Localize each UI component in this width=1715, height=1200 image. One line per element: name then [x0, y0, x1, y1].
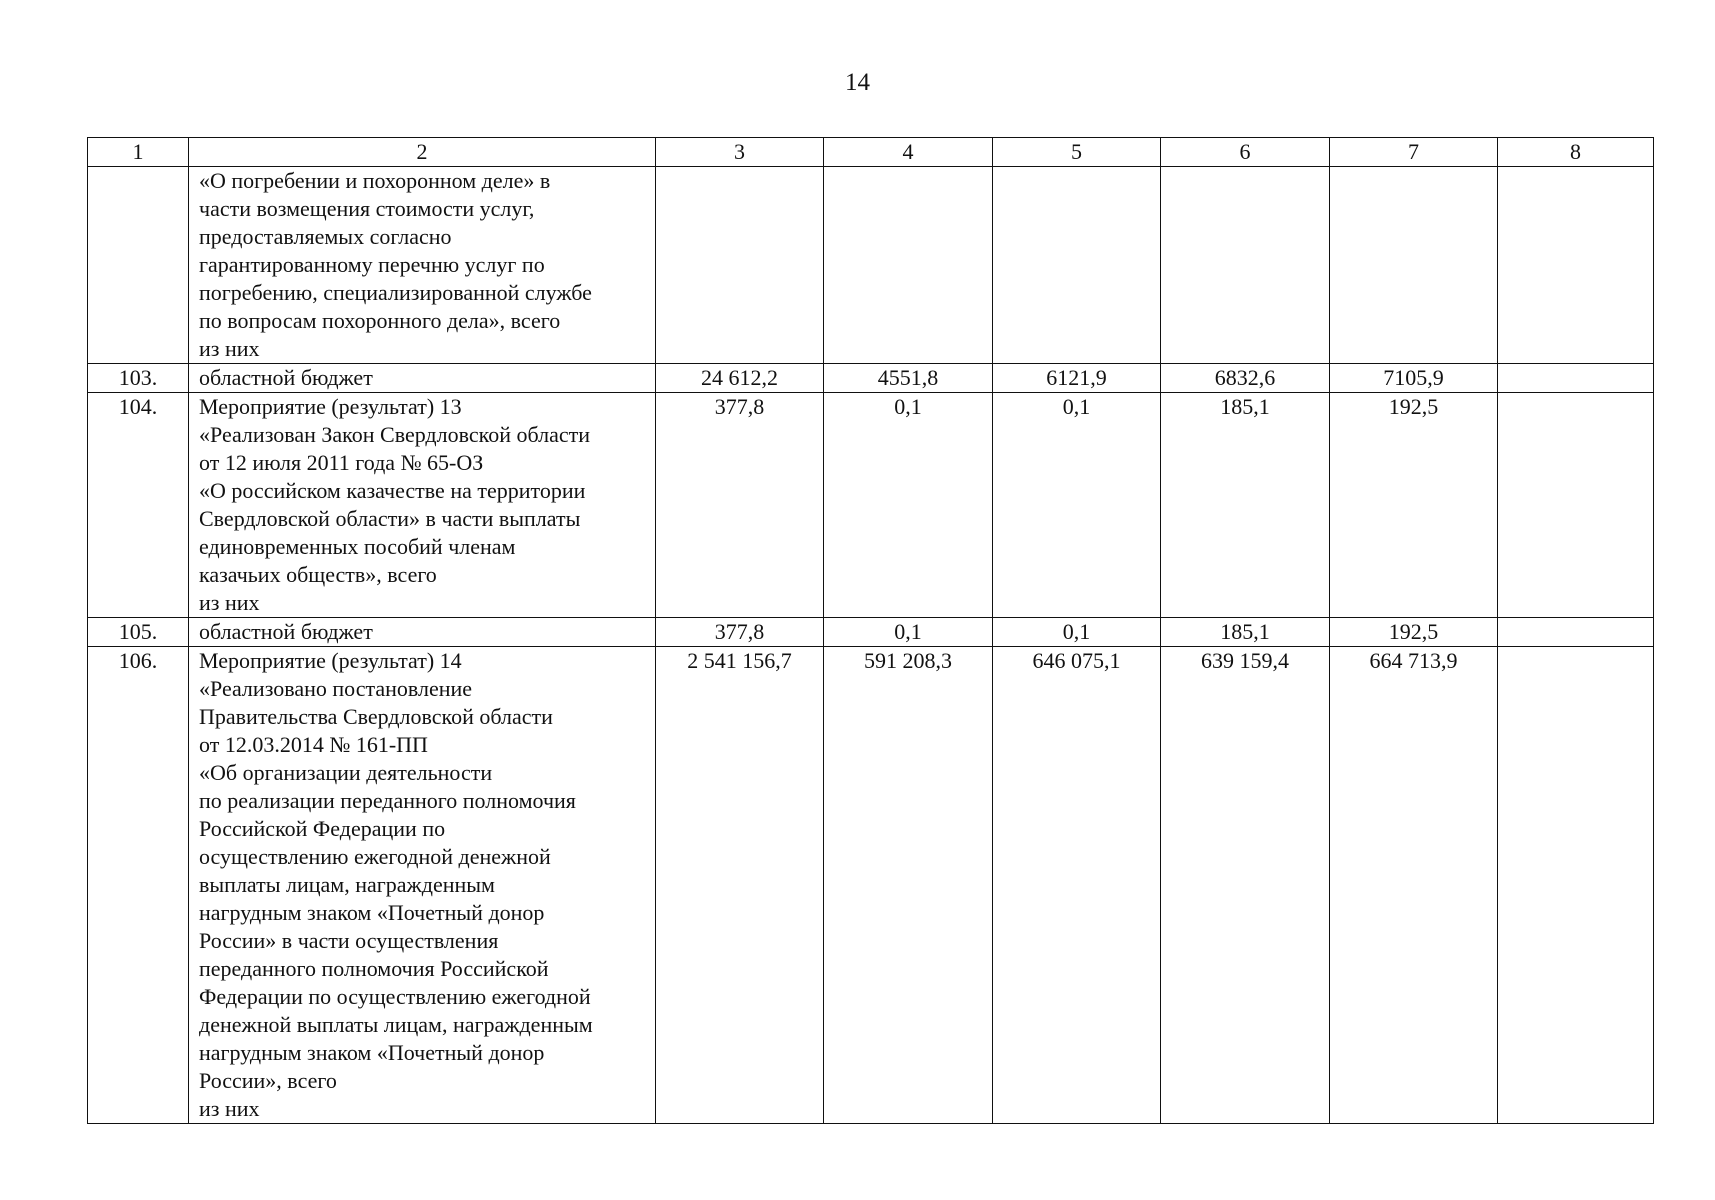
- row-number: 103.: [88, 364, 189, 393]
- row-number: 106.: [88, 647, 189, 1124]
- column-header-3: 3: [656, 138, 824, 167]
- table-row: [88, 393, 1654, 618]
- table-row: [88, 364, 1654, 393]
- column-header-1: 1: [88, 138, 189, 167]
- table-row: [88, 167, 1654, 364]
- cell-col-5: 0,1: [993, 618, 1161, 647]
- column-header-6: 6: [1161, 138, 1330, 167]
- row-description: Мероприятие (результат) 13 «Реализован Закон Свердловской области от 12 июля 2011 года № 65-ОЗ «О российском казачестве на территории Свердловской области» в части выплаты единовременных пособий членам казачьих обществ», всего из них: [189, 393, 656, 618]
- cell-col-3: [656, 167, 824, 364]
- cell-col-4: 0,1: [824, 393, 993, 618]
- cell-col-6: [1161, 167, 1330, 364]
- column-header-4: 4: [824, 138, 993, 167]
- cell-col-3: 377,8: [656, 618, 824, 647]
- cell-col-5: 646 075,1: [993, 647, 1161, 1124]
- row-number: 104.: [88, 393, 189, 618]
- row-description: областной бюджет: [189, 618, 656, 647]
- cell-col-5: 0,1: [993, 393, 1161, 618]
- table-row: [88, 647, 1654, 1124]
- column-header-8: 8: [1498, 138, 1654, 167]
- cell-col-7: [1330, 167, 1498, 364]
- cell-col-4: 4551,8: [824, 364, 993, 393]
- cell-col-6: 639 159,4: [1161, 647, 1330, 1124]
- row-description: «О погребении и похоронном деле» в части возмещения стоимости услуг, предоставляемых согласно гарантированному перечню услуг по погребению, специализированной службе по вопросам похоронного дела», всего из них: [189, 167, 656, 364]
- row-number: 105.: [88, 618, 189, 647]
- cell-col-7: 664 713,9: [1330, 647, 1498, 1124]
- cell-col-3: 24 612,2: [656, 364, 824, 393]
- cell-col-3: 2 541 156,7: [656, 647, 824, 1124]
- cell-col-7: 192,5: [1330, 618, 1498, 647]
- cell-col-8: [1498, 647, 1654, 1124]
- budget-table: [87, 137, 1654, 1124]
- cell-col-6: 185,1: [1161, 618, 1330, 647]
- cell-col-8: [1498, 167, 1654, 364]
- column-header-2: 2: [189, 138, 656, 167]
- cell-col-6: 6832,6: [1161, 364, 1330, 393]
- cell-col-7: 192,5: [1330, 393, 1498, 618]
- cell-col-8: [1498, 618, 1654, 647]
- row-description: Мероприятие (результат) 14 «Реализовано постановление Правительства Свердловской области от 12.03.2014 № 161-ПП «Об организации деятельности по реализации переданного полномочия Российской Федерации по осуществлению ежегодной денежной выплаты лицам, награжденным нагрудным знаком «Почетный донор России» в части осуществления переданного полномочия Российской Федерации по осуществлению ежегодной денежной выплаты лицам, награжденным нагрудным знаком «Почетный донор России», всего из них: [189, 647, 656, 1124]
- cell-col-5: [993, 167, 1161, 364]
- cell-col-3: 377,8: [656, 393, 824, 618]
- cell-col-8: [1498, 393, 1654, 618]
- table-row: [88, 618, 1654, 647]
- cell-col-8: [1498, 364, 1654, 393]
- cell-col-7: 7105,9: [1330, 364, 1498, 393]
- page-number: 14: [845, 69, 870, 96]
- row-description: областной бюджет: [189, 364, 656, 393]
- cell-col-6: 185,1: [1161, 393, 1330, 618]
- cell-col-4: 0,1: [824, 618, 993, 647]
- row-number: [88, 167, 189, 364]
- table-header-row: [88, 138, 1654, 167]
- cell-col-5: 6121,9: [993, 364, 1161, 393]
- cell-col-4: 591 208,3: [824, 647, 993, 1124]
- column-header-5: 5: [993, 138, 1161, 167]
- cell-col-4: [824, 167, 993, 364]
- column-header-7: 7: [1330, 138, 1498, 167]
